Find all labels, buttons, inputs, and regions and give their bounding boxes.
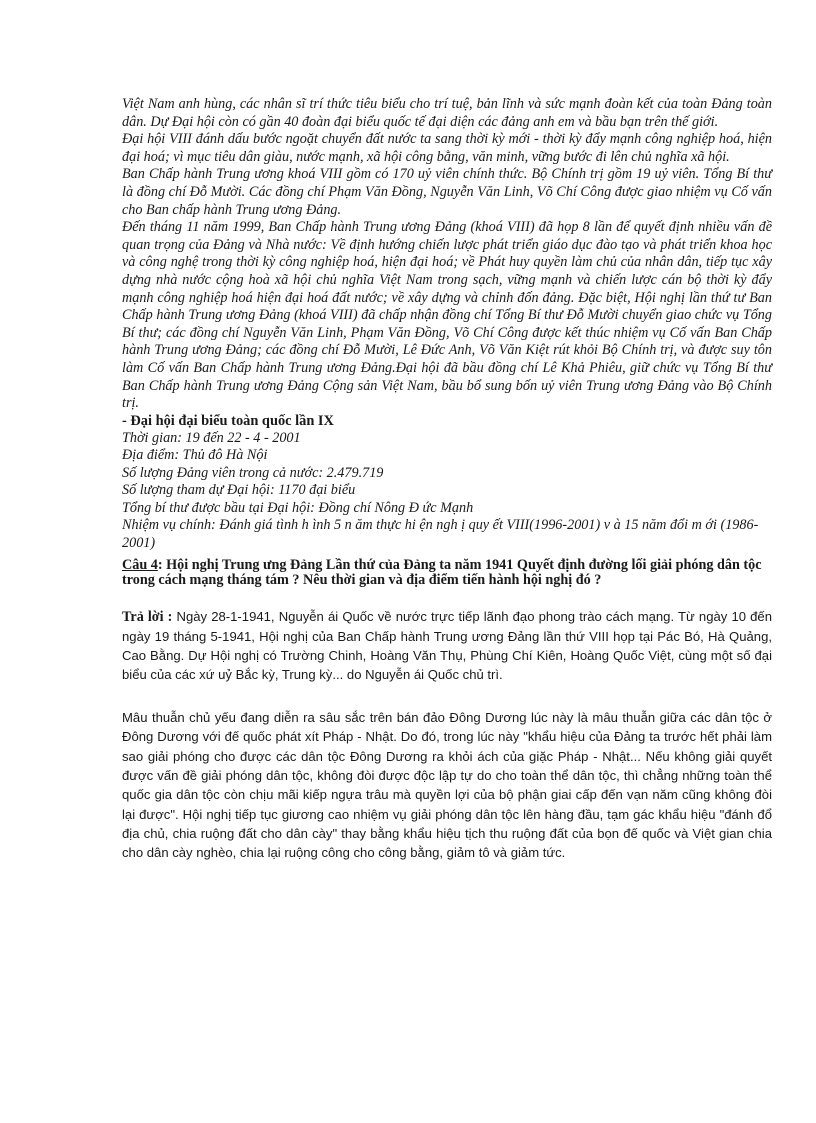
info-general-secretary: Tổng bí thư được bầu tại Đại hội: Đồng chí Nông Đ ức Mạnh (122, 499, 474, 516)
question-4 (122, 558, 772, 588)
paragraph-turning-point: Đại hội VIII đánh dấu bước ngoặt chuyển đất nước ta sang thời kỳ mới - thời kỳ đẩy mạnh công nghiệp hoá, hiện đại hoá; vì mục tiêu dân giàu, nước mạnh, xã hội công bằng, văn minh, vững bước đi lên chủ nghĩa xã hội. (122, 131, 772, 165)
answer-paragraph (122, 607, 772, 684)
question-text: : Hội nghị Trung ưng Đảng Lần thứ của Đảng ta năm 1941 Quyết định đường lối giải phóng dân tộc trong cách mạng tháng tám ? Nêu thời gian và địa điểm tiến hành hội nghị đó ? (122, 557, 762, 589)
paragraph-plenums: Đến tháng 11 năm 1999, Ban Chấp hành Trung ương Đảng (khoá VIII) đã họp 8 lần để quyết định nhiều vấn đề quan trọng của Đảng và Nhà nước: Về định hướng chiến lược phát triển giáo dục đào tạo và phát triển khoa học và công nghệ trong thời kỳ công nghiệp hoá, hiện đại hoá; về Phát huy quyền làm chủ của nhân dân, tiếp tục xây dựng nhà nước cộng hoà xã hội chủ nghĩa Việt Nam trong sạch, vững mạnh và chiến lược cán bộ thời kỳ đẩy mạnh công nghiệp hoá hiện đại hoá đất nước; về xây dựng và chỉnh đốn đảng. Đặc biệt, Hội nghị lần thứ tư Ban Chấp hành Trung ương Đảng (khoá VIII) đã chấp nhận đồng chí Tổng Bí thư Đỗ Mười chuyển giao chức vụ Tổng Bí thư; các đồng chí Nguyễn Văn Linh, Phạm Văn Đồng, Võ Chí Công được kết thúc nhiệm vụ Cố vấn Ban Chấp hành Trung ương Đảng; các đồng chí Đỗ Mười, Lê Đức Anh, Võ Văn Kiệt rút khỏi Bộ Chính trị, và được suy tôn làm Cố vấn Ban Chấp hành Trung ương Đảng.Đại hội đã bầu đồng chí Lê Khả Phiêu, giữ chức vụ Tổng Bí thư Ban Chấp hành Trung ương Đảng Cộng sản Việt Nam, bầu bổ sung bốn uỷ viên Trung ương Đảng vào Bộ Chính trị. (122, 219, 772, 412)
congress-ix-info (122, 430, 772, 553)
answer-text: Ngày 28-1-1941, Nguyễn ái Quốc về nước trực tiếp lãnh đạo phong trào cách mạng. Từ ngày 10 đến ngày 19 tháng 5-1941, Hội nghị của Ban Chấp hành Trung ương Đảng lần thứ VIII họp tại Pác Bó, Hà Quảng, Cao Bằng. Dự Hội nghị có Trường Chinh, Hoàng Văn Thụ, Phùng Chí Kiên, Hoàng Quốc Việt, cùng một số đại biểu của các xứ uỷ Bắc kỳ, Trung kỳ... do Nguyễn ái Quốc chủ trì. (122, 609, 772, 683)
info-location: Địa điểm: Thủ đô Hà Nội (122, 447, 268, 464)
question-label: Câu 4 (122, 557, 158, 574)
congress-viii-section (122, 96, 772, 413)
paragraph-delegates: Việt Nam anh hùng, các nhân sĩ trí thức tiêu biểu cho trí tuệ, bản lĩnh và sức mạnh đoàn kết của toàn Đảng toàn dân. Dự Đại hội còn có gần 40 đoàn đại biểu quốc tế đại diện các đảng anh em và bầu bạn trên thế giới. (122, 96, 772, 130)
info-main-task: Nhiệm vụ chính: Đánh giá tình h ình 5 n ăm thực hi ện ngh ị quy ết VIII(1996-2001) v à 15 năm đổi m ới (1986-2001) (122, 517, 759, 551)
contradiction-paragraph: Mâu thuẫn chủ yếu đang diễn ra sâu sắc trên bán đảo Đông Dương lúc này là mâu thuẫn giữa các dân tộc ở Đông Dương với đế quốc phát xít Pháp - Nhật. Do đó, trong lúc này "khẩu hiệu của Đảng ta trước hết phải làm sao giải phóng cho được các dân tộc Đông Dương ra khỏi ách của giặc Pháp - Nhật... Nếu không giải quyết được vấn đề giải phóng dân tộc, không đòi được độc lập tự do cho toàn thể dân tộc, thì chẳng những toàn thể quốc gia dân tộc còn chịu mãi kiếp ngựa trâu mà quyền lợi của bộ phận giai cấp đến vạn năm cũng không đòi lại được". Hội nghị tiếp tục giương cao nhiệm vụ giải phóng dân tộc lên hàng đầu, tạm gác khẩu hiệu "đánh đổ địa chủ, chia ruộng đất cho dân cày" thay bằng khẩu hiệu tịch thu ruộng đất của bọn đế quốc và Việt gian chia cho dân cày nghèo, chia lại ruộng công cho công bằng, giảm tô và giảm tức. (122, 710, 772, 861)
info-attendees: Số lượng tham dự Đại hội: 1170 đại biểu (122, 482, 356, 499)
answer-label: Trả lời : (122, 609, 173, 626)
info-time: Thời gian: 19 đến 22 - 4 - 2001 (122, 429, 301, 446)
info-party-members: Số lượng Đảng viên trong cả nước: 2.479.719 (122, 464, 384, 481)
paragraph-central-committee: Ban Chấp hành Trung ương khoá VIII gồm có 170 uỷ viên chính thức. Bộ Chính trị gồm 19 uỷ viên. Tổng Bí thư là đồng chí Đỗ Mười. Các đồng chí Phạm Văn Đồng, Nguyễn Văn Linh, Võ Chí Công được giao nhiệm vụ Cố vấn cho Ban chấp hành Trung ương Đảng. (122, 166, 772, 218)
document-page (122, 96, 772, 863)
congress-ix-heading: - Đại hội đại biểu toàn quốc lần IX (122, 412, 334, 429)
